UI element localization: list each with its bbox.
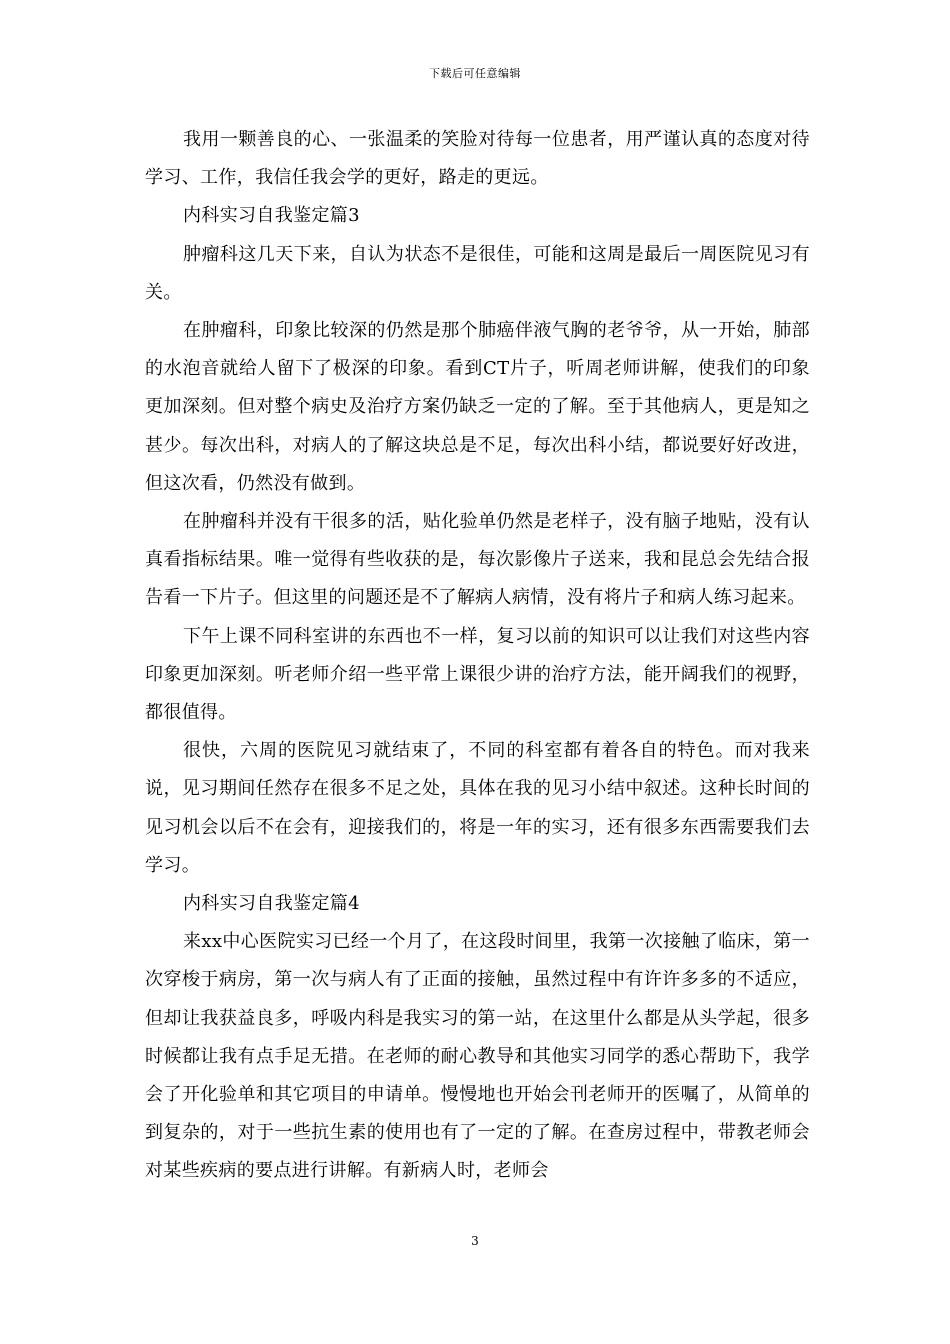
page-header: 下载后可任意编辑 — [429, 67, 521, 80]
paragraph: 很快，六周的医院见习就结束了，不同的科室都有着各自的特色。而对我来说，见习期间任然存在很多不足之处，具体在我的见习小结中叙述。这种长时间的见习机会以后不在会有，迎接我们的，将是一年的实习，还有很多东西需要我们去学习。 — [145, 740, 810, 876]
paragraph: 下午上课不同科室讲的东西也不一样，复习以前的知识可以让我们对这些内容印象更加深刻。听老师介绍一些平常上课很少讲的治疗方法，能开阔我们的视野，都很值得。 — [145, 625, 810, 724]
paragraph: 我用一颗善良的心、一张温柔的笑脸对待每一位患者，用严谨认真的态度对待学习、工作，我信任我会学的更好，路走的更远。 — [145, 129, 810, 189]
paragraph: 在肿瘤科，印象比较深的仍然是那个肺癌伴液气胸的老爷爷，从一开始，肺部的水泡音就给人留下了极深的印象。看到CT片子，听周老师讲解，使我们的印象更加深刻。但对整个病史及治疗方案仍缺乏一定的了解。至于其他病人，更是知之甚少。每次出科，对病人的了解这块总是不足，每次出科小结，都说要好好改进，但这次看，仍然没有做到。 — [145, 320, 810, 494]
section-heading: 内科实习自我鉴定篇4 — [183, 893, 360, 915]
page-number: 3 — [471, 1234, 479, 1248]
paragraph: 肿瘤科这几天下来，自认为状态不是很佳，可能和这周是最后一周医院见习有关。 — [145, 243, 810, 303]
paragraph: 来xx中心医院实习已经一个月了，在这段时间里，我第一次接触了临床，第一次穿梭于病房，第一次与病人有了正面的接触，虽然过程中有许许多多的不适应，但却让我获益良多，呼吸内科是我实习的第一站，在这里什么都是从头学起，很多时候都让我有点手足无措。在老师的耐心教导和其他实习同学的悉心帮助下，我学会了开化验单和其它项目的申请单。慢慢地也开始会刊老师开的医嘱了，从简单的到复杂的，对于一些抗生素的使用也有了一定的了解。在查房过程中，带教老师会对某些疾病的要点进行讲解。有新病人时，老师会 — [145, 931, 810, 1182]
section-heading: 内科实习自我鉴定篇3 — [183, 205, 360, 227]
document-body — [145, 121, 810, 1191]
paragraph: 在肿瘤科并没有干很多的活，贴化验单仍然是老样子，没有脑子地贴，没有认真看指标结果。唯一觉得有些收获的是，每次影像片子送来，我和昆总会先结合报告看一下片子。但这里的问题还是不了解病人病情，没有将片子和病人练习起来。 — [145, 511, 810, 609]
